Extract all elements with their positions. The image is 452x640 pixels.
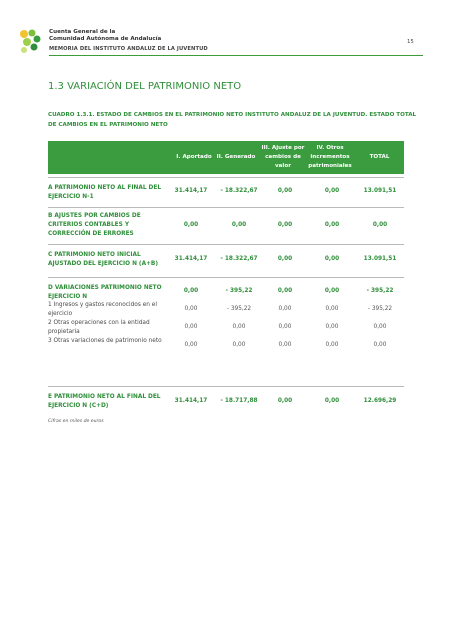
table-footnote: Cifras en miles de euros <box>48 419 104 424</box>
row-separator <box>48 207 404 208</box>
column-header-aportado: I. Aportado <box>176 154 212 160</box>
row-2-total: 0,00 <box>373 324 387 330</box>
row-1-label: 1 Ingresos y gastos reconocidos en el ejercicio <box>48 302 157 317</box>
row-separator <box>48 177 404 178</box>
table-header <box>48 141 404 174</box>
row-1-total: - 395,22 <box>367 306 393 312</box>
row-c-total: 13.091,51 <box>363 256 397 262</box>
organization-name <box>49 29 161 43</box>
row-e-otros: 0,00 <box>324 398 340 404</box>
row-2-label: 2 Otras operaciones con la entidad propietaria <box>48 320 150 335</box>
andalucia-logo-icon <box>18 28 42 56</box>
row-b-aportado: 0,00 <box>183 222 199 228</box>
row-separator <box>48 244 404 245</box>
column-header-generado: II. Generado <box>216 154 256 160</box>
row-b-ajuste: 0,00 <box>277 222 293 228</box>
row-c-label: C PATRIMONIO NETO INICIAL AJUSTADO DEL EJERCICIO N (A+B) <box>48 252 158 267</box>
row-b-total: 0,00 <box>372 222 388 228</box>
row-3-ajuste: 0,00 <box>278 342 292 348</box>
row-e-total: 12.696,29 <box>363 398 397 404</box>
row-1-otros: 0,00 <box>325 306 339 312</box>
row-1-ajuste: 0,00 <box>278 306 292 312</box>
document-subtitle: MEMORIA DEL INSTITUTO ANDALUZ DE LA JUVENTUD <box>49 46 208 52</box>
row-a-ajuste: 0,00 <box>277 188 293 194</box>
row-2-otros: 0,00 <box>325 324 339 330</box>
row-a-aportado: 31.414,17 <box>174 188 208 194</box>
row-a-generado: - 18.322,67 <box>220 188 258 194</box>
row-1-aportado: 0,00 <box>184 306 198 312</box>
row-d-label: D VARIACIONES PATRIMONIO NETO EJERCICIO N <box>48 285 162 300</box>
row-d-total: - 395,22 <box>366 288 394 294</box>
row-d-aportado: 0,00 <box>183 288 199 294</box>
row-b-generado: 0,00 <box>231 222 247 228</box>
column-header-ajuste: III. Ajuste por cambios de valor <box>261 145 305 169</box>
table-caption: CUADRO 1.3.1. ESTADO DE CAMBIOS EN EL PATRIMONIO NETO INSTITUTO ANDALUZ DE LA JUVENTUD. ESTADO TOTAL DE CAMBIOS EN EL PATRIMONIO NETO <box>48 112 417 128</box>
org-line-2: Comunidad Autónoma de Andalucía <box>49 36 162 42</box>
row-3-aportado: 0,00 <box>184 342 198 348</box>
row-3-generado: 0,00 <box>232 342 246 348</box>
row-c-aportado: 31.414,17 <box>174 256 208 262</box>
row-3-label: 3 Otras variaciones de patrimonio neto <box>48 338 162 344</box>
row-a-otros: 0,00 <box>324 188 340 194</box>
header-divider <box>49 55 423 56</box>
row-2-aportado: 0,00 <box>184 324 198 330</box>
page-number: 15 <box>407 39 414 45</box>
column-header-total: TOTAL <box>369 154 390 160</box>
row-c-generado: - 18.322,67 <box>220 256 258 262</box>
row-a-label: A PATRIMONIO NETO AL FINAL DEL EJERCICIO N-1 <box>48 185 162 200</box>
org-line-1: Cuenta General de la <box>49 29 116 35</box>
row-b-otros: 0,00 <box>324 222 340 228</box>
row-separator <box>48 277 404 278</box>
row-3-otros: 0,00 <box>325 342 339 348</box>
row-e-ajuste: 0,00 <box>277 398 293 404</box>
row-3-total: 0,00 <box>373 342 387 348</box>
row-2-generado: 0,00 <box>232 324 246 330</box>
row-2-ajuste: 0,00 <box>278 324 292 330</box>
row-c-ajuste: 0,00 <box>277 256 293 262</box>
row-d-ajuste: 0,00 <box>277 288 293 294</box>
row-a-total: 13.091,51 <box>363 188 397 194</box>
row-1-generado: - 395,22 <box>226 306 252 312</box>
row-d-otros: 0,00 <box>324 288 340 294</box>
row-c-otros: 0,00 <box>324 256 340 262</box>
row-e-label: E PATRIMONIO NETO AL FINAL DEL EJERCICIO N (C+D) <box>48 394 161 409</box>
row-separator <box>48 386 404 387</box>
row-d-generado: - 395,22 <box>225 288 253 294</box>
section-title: 1.3 VARIACIÓN DEL PATRIMONIO NETO <box>48 81 242 92</box>
column-header-otros: IV. Otros incrementos patrimoniales <box>308 145 352 169</box>
row-b-label: B AJUSTES POR CAMBIOS DE CRITERIOS CONTABLES Y CORRECCIÓN DE ERRORES <box>48 213 141 237</box>
row-e-aportado: 31.414,17 <box>174 398 208 404</box>
row-e-generado: - 18.717,88 <box>220 398 258 404</box>
